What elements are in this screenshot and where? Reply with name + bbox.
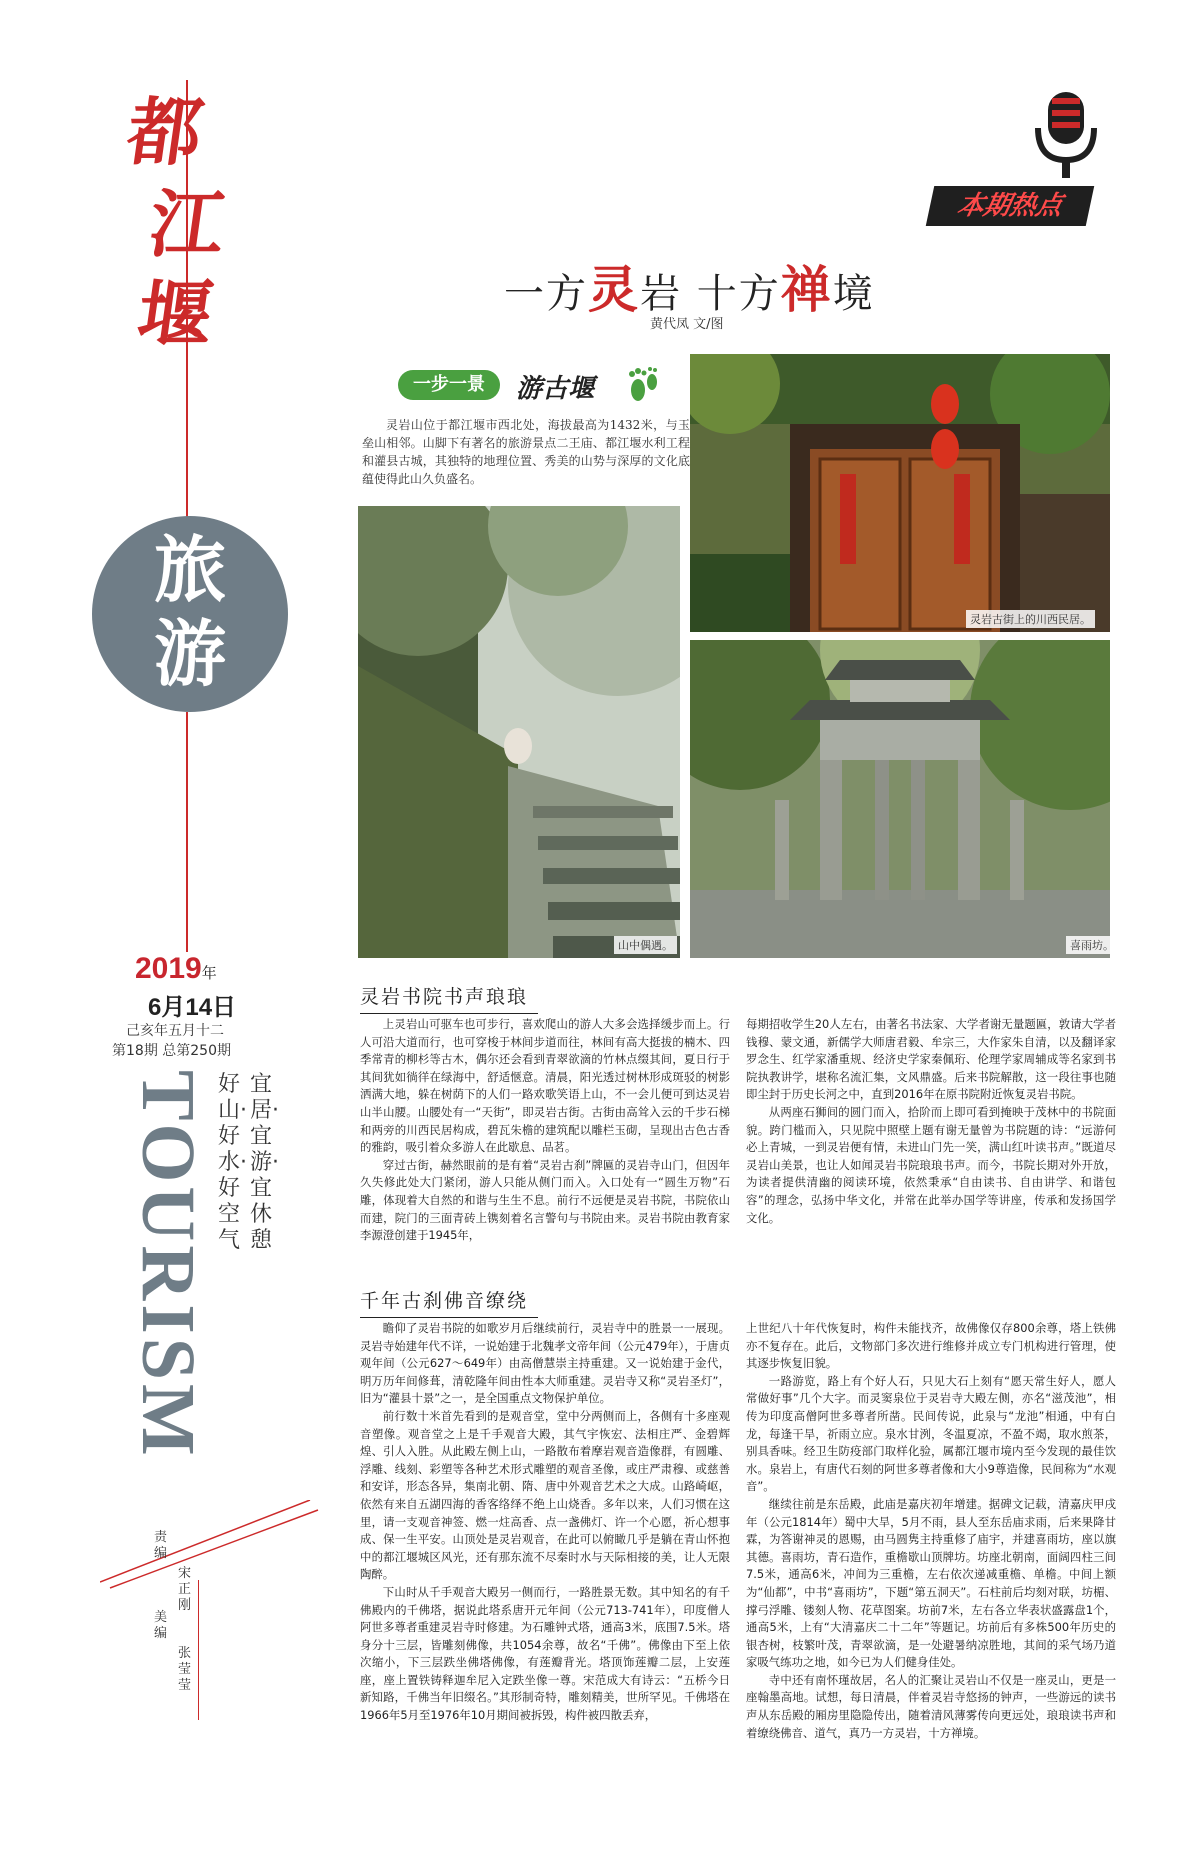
designer-name: 张莹莹 [178, 1646, 192, 1693]
section-academy-right-column [746, 1016, 1116, 1227]
credit-vertical-line [198, 1580, 199, 1720]
photo-xiyu-arch [690, 640, 1110, 958]
paragraph: 继续往前是东岳殿，此庙是嘉庆初年增建。据碑文记载，清嘉庆甲戌年（公元1814年）蜀中大旱，5月不雨，县人至东岳庙求雨，后来果降甘霖，为答谢神灵的恩赐，由马圆隽主持重修了庙宇，并建喜雨坊，座以旗其德。喜雨坊，青石造作，重檐歇山顶牌坊。坊座北朝南，面阔四柱三间7.5米，通高6米，冲间为三重檐，左右依次递减重檐、单檐。中间上额为“仙都”，中书“喜雨坊”，下题“第五洞天”。石柱前后均刻对联，坊楣、撑弓浮雕、镂刻人物、花草图案。坊前7米，左右各立华表状盛露盘1个，通高5米，上有“大清嘉庆二十二年”等题记。坊前后有多株500年历史的银杏树，枝繁叶茂，青翠欲滴，是一处避暑纳凉胜地，其间的采气场乃道家吸气练功之地，如今已为人们健身佳处。 [746, 1496, 1116, 1670]
designer-label: 美编 [154, 1610, 168, 1641]
masthead-char-1: 都 [121, 90, 209, 176]
footprint-icon [626, 364, 660, 404]
tourism-wordmark: TOURISM [126, 1070, 210, 1460]
caption-stone-stairs: 山中偶遇。 [614, 936, 677, 954]
paragraph: 前行数十米首先看到的是观音堂，堂中分两侧而上，各侧有十多座观音塑像。观音堂之上是千手观音大殿，其气宇恢宏、法相庄严、金碧辉煌、引人入胜。从此殿左侧上山，一路散布着摩岩观音造像群，有圆雕、浮雕、线刻、彩塑等各种艺术形式雕塑的观音圣像，或庄严肃穆、或慈善和安详，形态各异，集南北朝、隋、唐中外观音艺术之大成。山路崎岖，依然有来自五湖四海的香客络绎不绝上山烧香。多年以来，人们习惯在这里，请一支观音神签、燃一炷高香、点一盏佛灯、许一个心愿，祈心想事成、保一生平安。山顶处是灵岩观音，在此可以俯瞰几乎是躺在青山怀抱中的都江堰城区风光，还有那东流不尽秦时水与天际相接的美，让人无限陶醉。 [360, 1408, 730, 1582]
section-academy-left-column [360, 1016, 730, 1245]
section-char-2: 游 [153, 611, 226, 696]
issue-number: 第18期 总第250期 [112, 1043, 231, 1059]
editor-label: 责编 [154, 1530, 168, 1561]
section-label: 游古堰 [516, 374, 595, 404]
paragraph: 瞻仰了灵岩书院的如歌岁月后继续前行，灵岩寺中的胜景一一展现。灵岩寺始建年代不详，一说始建于北魏孝文帝年间（公元479年），于唐贞观年间（公元627～649年）由高僧慧崇主持重建。又一说始建于金代，明万历年间修葺，清乾隆年间由性本大师重建。灵岩寺又称“灵岩圣灯”，旧为“灌县十景”之一，是全国重点文物保护单位。 [360, 1321, 730, 1406]
section-circle [92, 516, 288, 712]
paragraph: 每期招收学生20人左右，由著名书法家、大学者谢无量题匾，敦请大学者钱穆、蒙文通，新儒学大师唐君毅、牟宗三，大作家朱自清，以及翻译家罗念生、红学家潘重规、经济史学家秦佩珩、伦理学家周辅成等名家到书院执教讲学，堪称名流汇集，文风鼎盛。后来书院解散，这一段往事也随即尘封于历史长河之中，直到2016年在原书院附近恢复灵岩书院。 [746, 1017, 1116, 1102]
masthead-line-lower [186, 712, 188, 952]
photo-stone-stairs [358, 506, 680, 958]
paragraph: 穿过古街，赫然眼前的是有着“灵岩古刹”牌匾的灵岩寺山门，但因年久失修此处大门紧闭，游人只能从侧门而入。入口处有一“圆生万物”石雕，体现着大自然的和谐与生生不息。前行不远便是灵岩书院，书院依山而建，院门的三面青砖上镌刻着名言警句与书院由来。灵岩书院由教育家李源澄创建于1945年， [360, 1157, 730, 1243]
date-lunar: 己亥年五月十二 [126, 1023, 224, 1039]
paragraph: 上灵岩山可驱车也可步行，喜欢爬山的游人大多会选择缓步而上。行人可沿大道而行，也可穿梭于林间步道而往，林间有高大挺拔的楠木、四季常青的柳杉等古木，偶尔还会看到青翠欲滴的竹林点缀其间，夏日行于其间犹如徜徉在绿海中，舒适惬意。清晨，阳光透过树林形成斑驳的树影洒满大地，躲在树荫下的人们一路欢歌笑语上山，不一会儿便可到达灵岩山半山腰。山腰处有一“天街”，即灵岩古街。古街由高耸入云的千步石梯和两旁的川西民居构成，碧瓦朱檐的建筑配以雕栏玉砌，呈现出古色古香的雅韵，吸引着众多游人在此歇息、品茗。 [360, 1017, 730, 1155]
paragraph: 从两座石狮间的圆门而入，拾阶而上即可看到掩映于茂林中的书院面貌。跨门槛而入，只见院中照壁上题有谢无量曾为书院题的诗：“远游何必上青城，一到灵岩便有情，未进山门先一笑，满山红叶读书声。”既道尽灵岩山美景，也让人如闻灵岩书院琅琅书声。而今，书院长期对外开放，为读者提供清幽的阅读环境，依然秉承“自由读书、自由讲学、和谐包容”的理念，弘扬中华文化，并常在此举办国学等讲座，传承和发扬国学文化。 [746, 1104, 1116, 1225]
article-intro: 灵岩山位于都江堰市西北处，海拔最高为1432米，与玉垒山相邻。山脚下有著名的旅游景点二王庙、都江堰水利工程和灌县古城，其独特的地理位置、秀美的山势与深厚的文化底蕴使得此山久负盛名。 [362, 418, 690, 486]
slogan-line-2: 宜居·宜游·宜休憩 [250, 1072, 279, 1253]
date-year: 2019年 [135, 952, 217, 985]
photo-village-gate [690, 354, 1110, 632]
paragraph: 上世纪八十年代恢复时，构件未能找齐，故佛像仅存800余尊，塔上铁佛亦不复存在。此后，文物部门多次进行维修并成立专门机构进行管理，使其逐步恢复旧貌。 [746, 1321, 1116, 1371]
slogan-line-1: 好山·好水·好空气 [218, 1072, 247, 1253]
hot-topic-badge: 本期热点 [926, 186, 1095, 226]
paragraph: 一路游览，路上有个好人石，只见大石上刻有“愿天常生好人，愿人常做好事”几个大字。而灵窦泉位于灵岩寺大殿左侧，亦名“滋茂池”，相传为印度高僧阿世多尊者所凿。民间传说，此泉与“龙池”相通，中有白龙，每逢干旱，祈雨立应。泉水甘洌，冬温夏凉，不盈不竭，取水煎茶，别具香味。经卫生防疫部门取样化验，属都江堰市境内至今发现的最佳饮水。泉岩上，有唐代石刻的阿世多尊者像和大小9尊造像，民间称为“水观音”。 [746, 1373, 1116, 1494]
editor-name: 宋正刚 [178, 1566, 192, 1613]
paragraph: 下山时从千手观音大殿另一侧而行，一路胜景无数。其中知名的有千佛殿内的千佛塔，据说此塔系唐开元年间（公元713-741年），印度僧人阿世多尊者重建灵岩寺时修建。为石雕钟式塔，通高3米，底围7.5米。塔身分十三层，皆雕刻佛像，共1054余尊，故名“千佛”。佛像由下至上依次缩小，下三层跌坐佛塔佛像，有莲瓣背光。塔顶饰莲瓣二层，上安莲座，座上置铁铸释迦牟尼入定跌坐像一尊。宋范成大有诗云：“五桥今日新知路，千佛当年旧缀名。”其形制奇特，雕刻精美，世所罕见。千佛塔在1966年5月至1976年10月期间被拆毁，构件被四散丢弃， [360, 1584, 730, 1723]
caption-village-gate: 灵岩古街上的川西民居。 [966, 610, 1095, 628]
caption-xiyu-arch: 喜雨坊。 [1066, 936, 1118, 954]
paragraph: 寺中还有南怀瑾故居，名人的汇聚让灵岩山不仅是一座灵山，更是一座翰墨高地。试想，每日清晨，伴着灵岩寺悠扬的钟声，一些游远的读书声从东岳殿的厢房里隐隐传出，随着清风薄雾传向更远处，琅琅读书声和着缭绕佛音、道气，真乃一方灵岩，十方禅境。 [746, 1672, 1116, 1740]
section-temple-right-column [746, 1320, 1116, 1742]
date-month-day: 6月14日 [148, 994, 237, 1021]
article-byline: 黄代凤 文/图 [650, 317, 724, 332]
masthead-char-2: 江 [143, 182, 231, 268]
heading-academy: 灵岩书院书声琅琅 [360, 982, 528, 1009]
masthead-char-3: 堰 [131, 272, 219, 358]
article-title: 一方灵岩 十方禅境 [504, 260, 875, 319]
section-temple-left-column [360, 1320, 730, 1725]
microphone-icon [1030, 88, 1102, 188]
credit-divider-lines [100, 1500, 320, 1590]
section-badge: 一步一景 [398, 370, 500, 400]
section-char-1: 旅 [153, 527, 226, 612]
heading-temple: 千年古刹佛音缭绕 [360, 1286, 528, 1313]
